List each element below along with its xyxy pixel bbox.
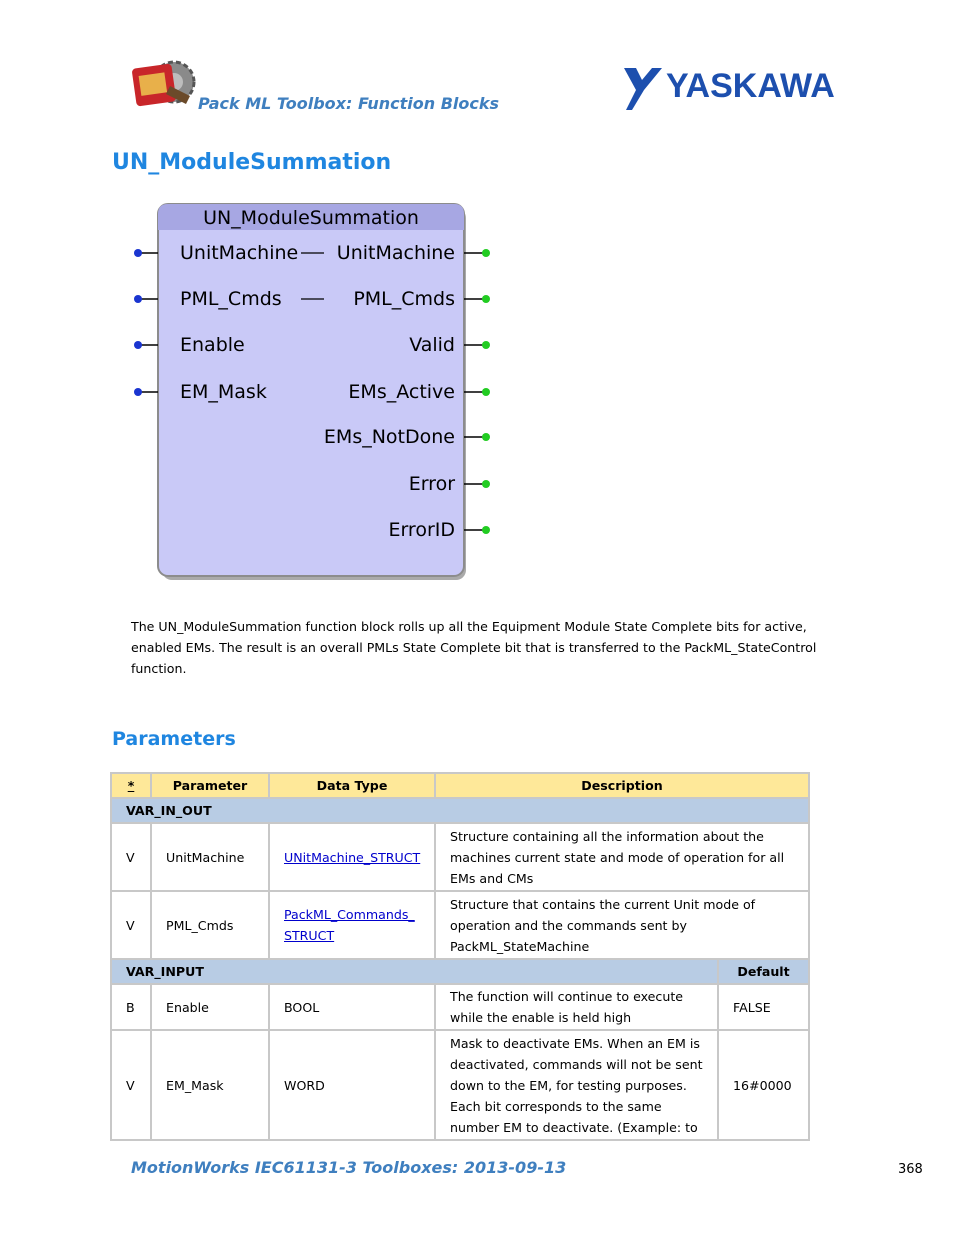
param-description: The function will continue to execute while the enable is held high bbox=[435, 984, 718, 1030]
type-link[interactable]: PackML_Commands_ bbox=[284, 907, 415, 922]
param-kind: V bbox=[111, 891, 151, 959]
output-label: PML_Cmds bbox=[353, 288, 455, 310]
output-label: UnitMachine bbox=[336, 242, 455, 264]
output-label: EMs_Active bbox=[348, 381, 455, 403]
function-block-diagram bbox=[128, 200, 504, 590]
table-row bbox=[111, 823, 809, 891]
param-kind: B bbox=[111, 984, 151, 1030]
default-header: Default bbox=[718, 959, 809, 984]
type-link[interactable]: STRUCT bbox=[284, 928, 335, 943]
output-label: Valid bbox=[409, 334, 455, 356]
input-label: UnitMachine bbox=[180, 242, 299, 264]
param-name: EM_Mask bbox=[151, 1030, 269, 1140]
section-label: VAR_IN_OUT bbox=[111, 798, 809, 823]
description-paragraph: The UN_ModuleSummation function block rolls up all the Equipment Module State Complete bits for active, enabled EMs. The result is an overall PMLs State Complete bit that is transferred to the PackML_StateControl function. bbox=[131, 619, 817, 676]
param-default: 16#0000 bbox=[718, 1030, 809, 1140]
param-type: WORD bbox=[269, 1030, 435, 1140]
param-type bbox=[269, 823, 435, 891]
section-label: VAR_INPUT bbox=[111, 959, 718, 984]
output-pin-valid bbox=[409, 334, 490, 356]
param-kind: V bbox=[111, 1030, 151, 1140]
table-row bbox=[111, 1030, 809, 1140]
param-kind: V bbox=[111, 823, 151, 891]
header-star: * bbox=[111, 773, 151, 798]
param-name: PML_Cmds bbox=[151, 891, 269, 959]
output-pin-error bbox=[409, 473, 490, 495]
input-label: EM_Mask bbox=[180, 381, 267, 403]
footer-title: MotionWorks IEC61131-3 Toolboxes: 2013-09-13 bbox=[131, 1158, 567, 1177]
page-number: 368 bbox=[898, 1162, 923, 1177]
yaskawa-logo-text: YASKAWA bbox=[666, 67, 835, 105]
param-type bbox=[269, 891, 435, 959]
type-link[interactable]: UNitMachine_STRUCT bbox=[284, 849, 421, 865]
input-label: PML_Cmds bbox=[180, 288, 282, 310]
header-description: Description bbox=[435, 773, 809, 798]
param-description: Structure that contains the current Unit mode of operation and the commands sent by PackML_StateMachine bbox=[435, 891, 809, 959]
param-description: Mask to deactivate EMs. When an EM is deactivated, commands will not be sent down to the EM, for testing purposes. Each bit corresponds to the same number EM to deactivate. (Example: to bbox=[435, 1030, 718, 1140]
input-label: Enable bbox=[180, 334, 245, 356]
page-title: UN_ModuleSummation bbox=[112, 150, 392, 175]
input-pin-enable bbox=[134, 334, 245, 356]
input-pin-em-mask bbox=[134, 381, 267, 403]
block-title: UN_ModuleSummation bbox=[203, 207, 419, 229]
table-header-row bbox=[111, 773, 809, 798]
output-pin-ems-active bbox=[348, 381, 490, 403]
param-description: Structure containing all the information about the machines current state and mode of operation for all EMs and CMs bbox=[435, 823, 809, 891]
output-pin-pml-cmds bbox=[353, 288, 490, 310]
output-pin-unitmachine bbox=[337, 242, 490, 264]
output-pin-errorid bbox=[388, 519, 490, 541]
param-default: FALSE bbox=[718, 984, 809, 1030]
header-title: Pack ML Toolbox: Function Blocks bbox=[198, 94, 500, 113]
section-row-var-input bbox=[111, 959, 809, 984]
table-row bbox=[111, 984, 809, 1030]
param-type: BOOL bbox=[269, 984, 435, 1030]
yaskawa-logo bbox=[622, 66, 844, 112]
header-parameter: Parameter bbox=[151, 773, 269, 798]
param-name: UnitMachine bbox=[151, 823, 269, 891]
output-label: ErrorID bbox=[388, 519, 455, 541]
section-row-var-in-out bbox=[111, 798, 809, 823]
param-name: Enable bbox=[151, 984, 269, 1030]
parameters-heading: Parameters bbox=[112, 728, 236, 750]
header-data-type: Data Type bbox=[269, 773, 435, 798]
toolbox-logo bbox=[130, 56, 200, 112]
output-label: EMs_NotDone bbox=[323, 426, 455, 448]
parameters-table bbox=[110, 772, 810, 1141]
table-row bbox=[111, 891, 809, 959]
output-label: Error bbox=[408, 473, 455, 495]
